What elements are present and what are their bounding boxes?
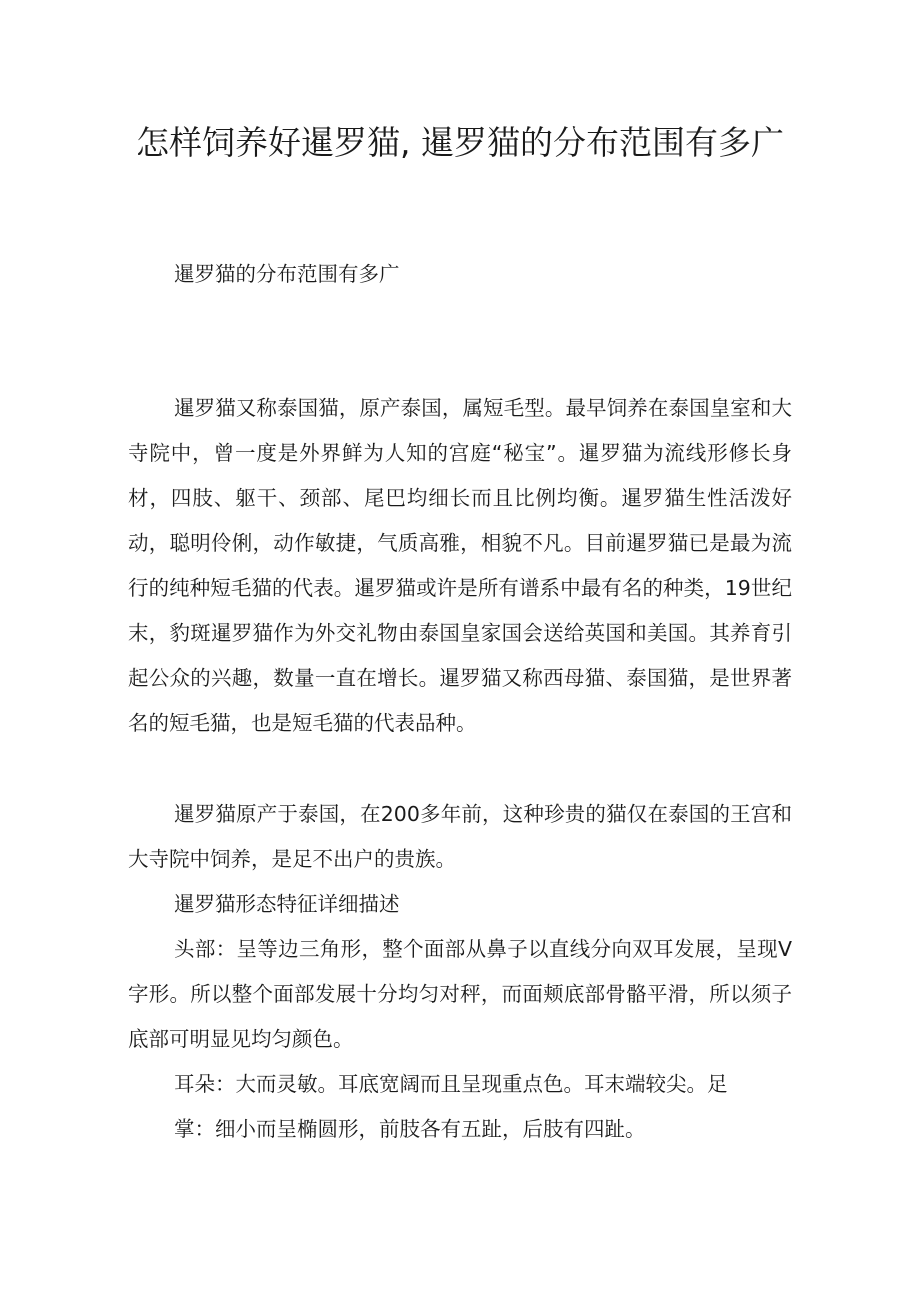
paragraph-ears: 耳朵：大而灵敏。耳底宽阔而且呈现重点色。耳末端较尖。足: [174, 1072, 728, 1096]
paragraph-origin: 暹罗猫原产于泰国，在200多年前，这种珍贵的猫仅在泰国的王宫和大寺院中饲养，是足不出户的贵族。: [128, 802, 792, 871]
features-heading: 暹罗猫形态特征详细描述: [174, 892, 400, 916]
paragraph-intro: 暹罗猫又称泰国猫，原产泰国，属短毛型。最早饲养在泰国皇室和大寺院中，曾一度是外界鲜为人知的宫庭“秘宝”。暹罗猫为流线形修长身材，四肢、躯干、颈部、尾巴均细长而且比例均衡。暹罗猫生性活泼好动，聪明伶俐，动作敏捷，气质高雅，相貌不凡。目前暹罗猫已是最为流行的纯种短毛猫的代表。暹罗猫或许是所有谱系中最有名的种类，19世纪末，豹斑暹罗猫作为外交礼物由泰国皇家国会送给英国和美国。其养育引起公众的兴趣，数量一直在增长。暹罗猫又称西母猫、泰国猫，是世界著名的短毛猫，也是短毛猫的代表品种。: [128, 396, 792, 735]
section-subtitle: 暹罗猫的分布范围有多广: [174, 262, 400, 286]
paragraph-head: 头部：呈等边三角形，整个面部从鼻子以直线分向双耳发展，呈现V字形。所以整个面部发展十分均匀对秤，而面颊底部骨骼平滑，所以须子底部可明显见均匀颜色。: [128, 937, 792, 1051]
paragraph-paws: 掌：细小而呈椭圆形，前肢各有五趾，后肢有四趾。: [174, 1117, 646, 1141]
document-title: 怎样饲养好暹罗猫, 暹罗猫的分布范围有多广: [136, 123, 784, 162]
